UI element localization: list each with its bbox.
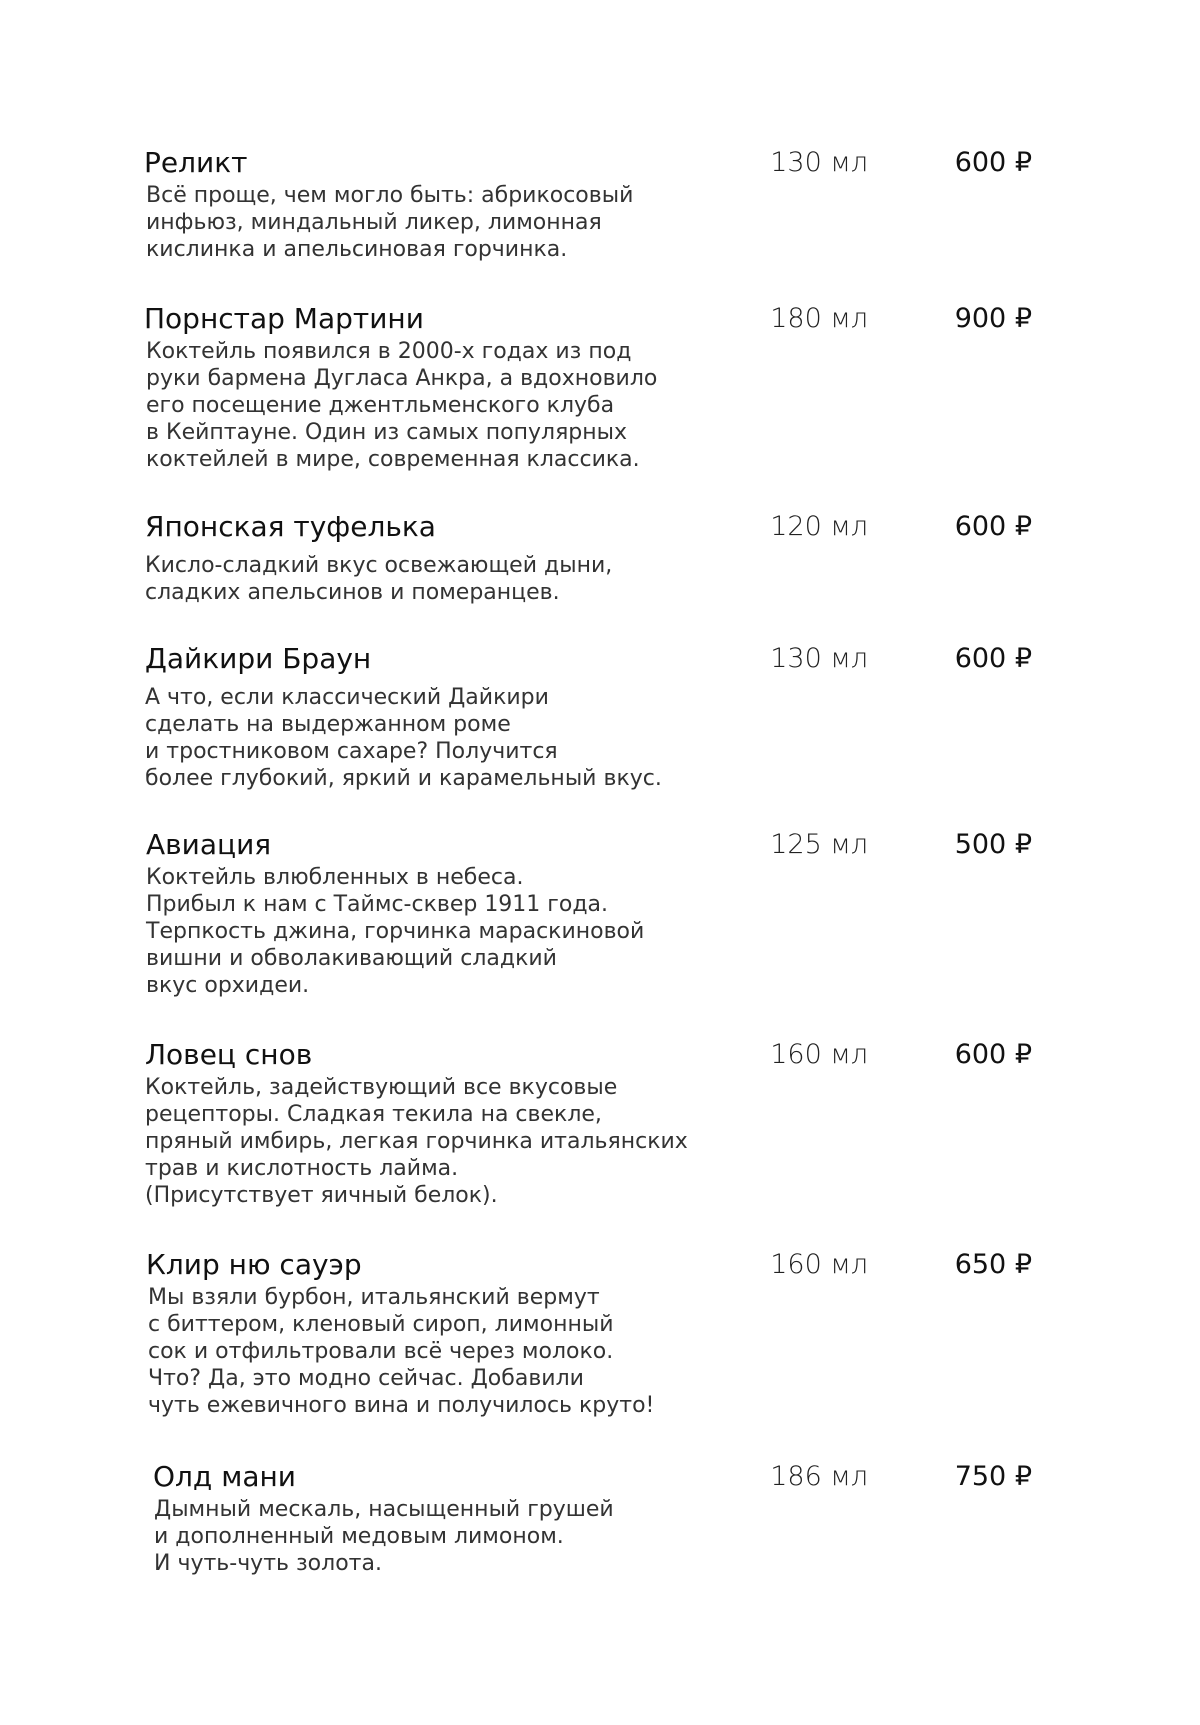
description-line: Коктейль появился в 2000-х годах из под xyxy=(146,339,632,364)
item-price: 500 ₽ xyxy=(954,829,1032,860)
description-line: Прибыл к нам с Таймс-сквер 1911 года. xyxy=(146,892,608,917)
item-price: 600 ₽ xyxy=(954,1039,1032,1070)
item-name: Олд мани xyxy=(153,1460,296,1493)
description-line: Кисло-сладкий вкус освежающей дыни, xyxy=(145,553,613,578)
description-line: сладких апельсинов и померанцев. xyxy=(145,580,560,605)
item-volume: 130 мл xyxy=(770,147,868,178)
item-name: Дайкири Браун xyxy=(145,642,372,675)
item-description xyxy=(145,684,735,792)
item-volume: 130 мл xyxy=(770,643,868,674)
description-line: и дополненный медовым лимоном. xyxy=(154,1524,564,1549)
item-name: Авиация xyxy=(146,828,272,861)
item-price: 600 ₽ xyxy=(954,147,1032,178)
item-volume: 186 мл xyxy=(770,1461,868,1492)
description-line: Что? Да, это модно сейчас. Добавили xyxy=(148,1366,584,1391)
description-line: (Присутствует яичный белок). xyxy=(145,1183,498,1208)
description-line: и тростниковом сахаре? Получится xyxy=(145,739,558,764)
item-volume: 160 мл xyxy=(770,1039,868,1070)
item-price: 600 ₽ xyxy=(954,511,1032,542)
item-volume: 160 мл xyxy=(770,1249,868,1280)
description-line: Дымный мескаль, насыщенный грушей xyxy=(154,1497,614,1522)
item-price: 900 ₽ xyxy=(954,303,1032,334)
item-description xyxy=(145,1074,735,1209)
item-name: Японская туфелька xyxy=(145,510,436,543)
description-line: с биттером, кленовый сироп, лимонный xyxy=(148,1312,614,1337)
description-line: вишни и обволакивающий сладкий xyxy=(146,946,557,971)
item-description xyxy=(146,864,736,999)
description-line: его посещение джентльменского клуба xyxy=(146,393,615,418)
description-line: сделать на выдержанном роме xyxy=(145,712,511,737)
item-volume: 120 мл xyxy=(770,511,868,542)
description-line: чуть ежевичного вина и получилось круто! xyxy=(148,1393,655,1418)
item-description xyxy=(154,1496,744,1577)
item-volume: 180 мл xyxy=(770,303,868,334)
item-description xyxy=(146,338,736,473)
item-name: Порнстар Мартини xyxy=(144,302,424,335)
description-line: инфьюз, миндальный ликер, лимонная xyxy=(146,210,602,235)
description-line: А что, если классический Дайкири xyxy=(145,685,549,710)
item-description xyxy=(145,552,735,606)
description-line: Мы взяли бурбон, итальянский вермут xyxy=(148,1285,600,1310)
description-line: трав и кислотность лайма. xyxy=(145,1156,459,1181)
item-price: 650 ₽ xyxy=(954,1249,1032,1280)
description-line: сок и отфильтровали всё через молоко. xyxy=(148,1339,614,1364)
item-description xyxy=(148,1284,738,1419)
description-line: вкус орхидеи. xyxy=(146,973,310,998)
description-line: Коктейль, задействующий все вкусовые xyxy=(145,1075,618,1100)
description-line: Коктейль влюбленных в небеса. xyxy=(146,865,524,890)
description-line: более глубокий, яркий и карамельный вкус. xyxy=(145,766,662,791)
item-price: 600 ₽ xyxy=(954,643,1032,674)
description-line: в Кейптауне. Один из самых популярных xyxy=(146,420,628,445)
item-price: 750 ₽ xyxy=(954,1461,1032,1492)
item-name: Реликт xyxy=(144,146,248,179)
item-description xyxy=(146,182,736,263)
description-line: рецепторы. Сладкая текила на свекле, xyxy=(145,1102,602,1127)
item-name: Ловец снов xyxy=(145,1038,313,1071)
description-line: И чуть-чуть золота. xyxy=(154,1551,382,1576)
description-line: пряный имбирь, легкая горчинка итальянских xyxy=(145,1129,688,1154)
description-line: Всё проще, чем могло быть: абрикосовый xyxy=(146,183,634,208)
description-line: руки бармена Дугласа Анкра, а вдохновило xyxy=(146,366,658,391)
description-line: коктейлей в мире, современная классика. xyxy=(146,447,640,472)
item-name: Клир ню сауэр xyxy=(146,1248,362,1281)
item-volume: 125 мл xyxy=(770,829,868,860)
description-line: кислинка и апельсиновая горчинка. xyxy=(146,237,568,262)
description-line: Терпкость джина, горчинка мараскиновой xyxy=(146,919,645,944)
